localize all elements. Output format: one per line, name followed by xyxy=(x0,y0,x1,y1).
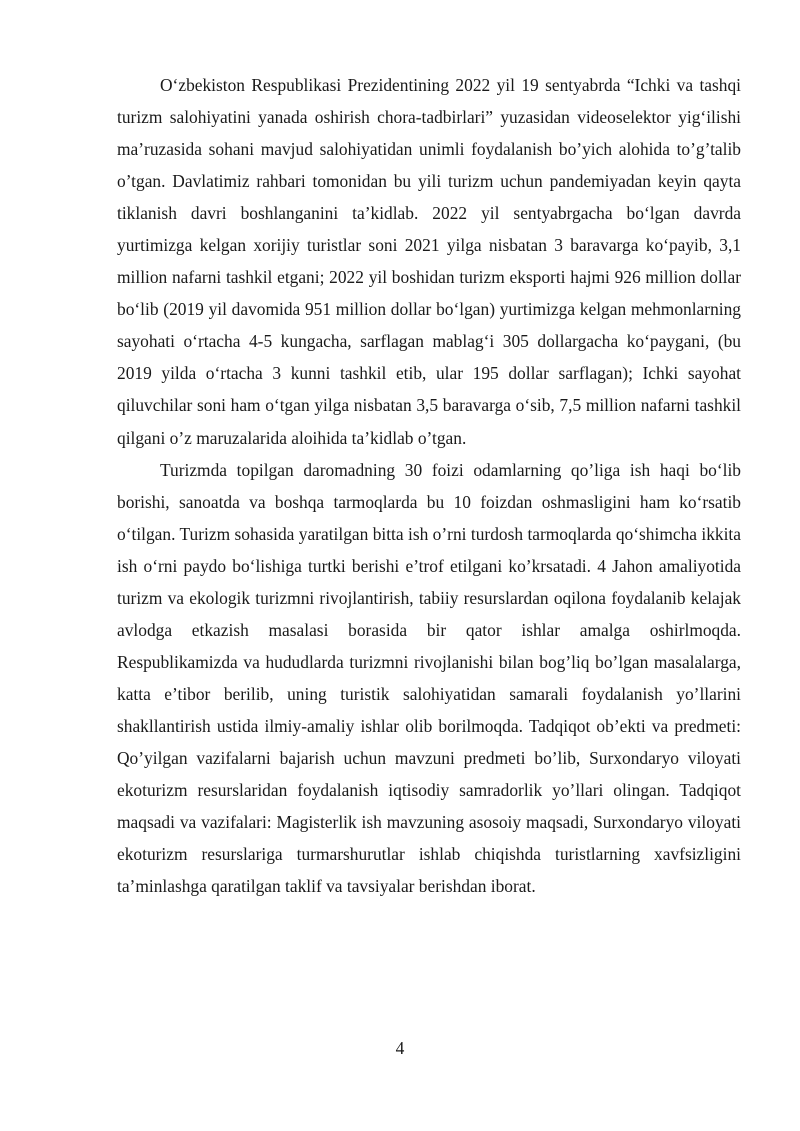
document-body xyxy=(117,69,741,902)
page-number: 4 xyxy=(395,1038,405,1058)
paragraph-2: Turizmda topilgan daromadning 30 foizi odamlarning qo’liga ish haqi bo‘lib borishi, sanoatda va boshqa tarmoqlarda bu 10 foizdan oshmasligini ham ko‘rsatib o‘tilgan. Turizm sohasida yaratilgan bitta ish o’rni turdosh tarmoqlarda qo‘shimcha ikkita ish o‘rni paydo bo‘lishiga turtki berishi e’trof etilgani ko’krsatadi. 4 Jahon amaliyotida turizm va ekologik turizmni rivojlantirish, tabiiy resurslardan oqilona foydalanib kelajak avlodga etkazish masalasi borasida bir qator ishlar amalga oshirlmoqda. Respublikamizda va hududlarda turizmni rivojlanishi bilan bog’liq bo’lgan masalalarga, katta e’tibor berilib, uning turistik salohiyatidan samarali foydalanish yo’llarini shakllantirish ustida ilmiy-amaliy ishlar olib borilmoqda. Tadqiqot ob’ekti va predmeti: Qo’yilgan vazifalarni bajarish uchun mavzuni predmeti bo’lib, Surxondaryo viloyati ekoturizm resurslaridan foydalanish iqtisodiy samradorlik yo’llari olingan. Tadqiqot maqsadi va vazifalari: Magisterlik ish mavzuning asosoiy maqsadi, Surxondaryo viloyati ekoturizm resurslariga turmarshurutlar ishlab chiqishda turistlarning xavfsizligini ta’minlashga qaratilgan taklif va tavsiyalar berishdan iborat. xyxy=(117,459,741,897)
paragraph-1: O‘zbekiston Respublikasi Prezidentining 2022 yil 19 sentyabrda “Ichki va tashqi turizm salohiyatini yanada oshirish chora-tadbirlari” yuzasidan videoselektor yig‘ilishi ma’ruzasida sohani mavjud salohiyatidan unimli foydalanish bo’yich alohida to’g’talib o’tgan. Davlatimiz rahbari tomonidan bu yili turizm uchun pandemiyadan keyin qayta tiklanish davri boshlanganini ta’kidlab. 2022 yil sentyabrgacha bo‘lgan davrda yurtimizga kelgan xorijiy turistlar soni 2021 yilga nisbatan 3 baravarga ko‘payib, 3,1 million nafarni tashkil etgani; 2022 yil boshidan turizm eksporti hajmi 926 million dollar bo‘lib (2019 yil davomida 951 million dollar bo‘lgan) yurtimizga kelgan mehmonlarning sayohati o‘rtacha 4-5 kungacha, sarflagan mablag‘i 305 dollargacha ko‘paygani, (bu 2019 yilda o‘rtacha 3 kunni tashkil etib, ular 195 dollar sarflagan); Ichki sayohat qiluvchilar soni ham o‘tgan yilga nisbatan 3,5 baravarga o‘sib, 7,5 million nafarni tashkil qilgani o’z maruzalarida aloihida ta’kidlab o’tgan. xyxy=(117,75,741,448)
